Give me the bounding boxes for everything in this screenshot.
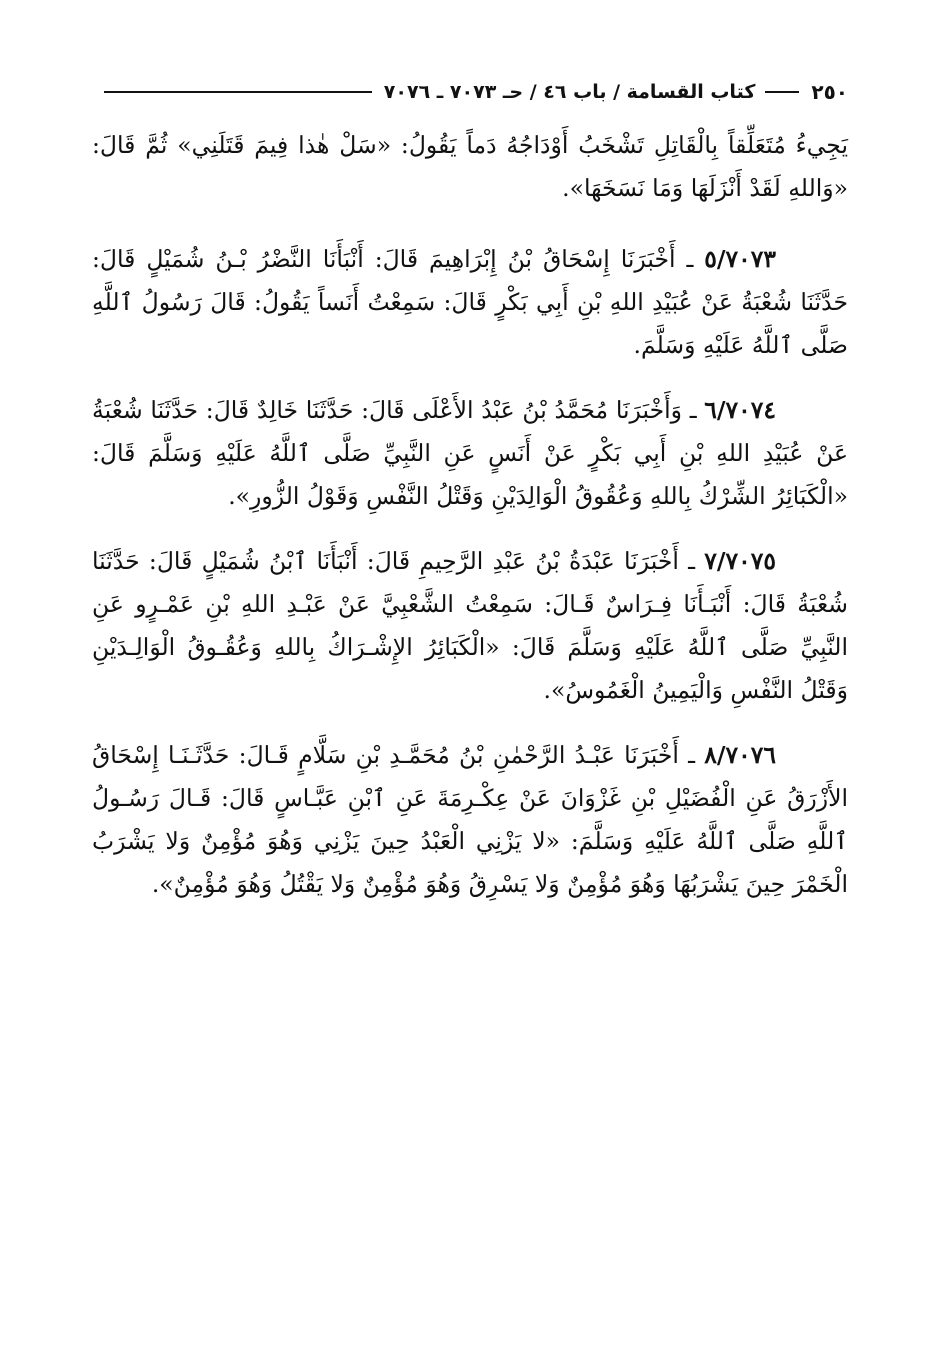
page-number: ٢٥٠ xyxy=(811,80,848,104)
hadith-number: ٧/٧٠٧٥ xyxy=(704,547,776,575)
continuation-paragraph xyxy=(92,124,848,210)
paragraph-text: ـ أَخْبَرَنَا إِسْحَاقُ بْنُ إِبْرَاهِيمَ قَالَ: أَنْبَأَنَا النَّضْرُ بْـنُ شُمَيْلٍ قَالَ: حَدَّثَنَا شُعْبَةُ عَنْ عُبَيْدِ اللهِ بْنِ أَبِي بَكْرٍ قَالَ: سَمِعْتُ أَنَساً يَقُولُ: قَالَ رَسُولُ ٱللَّهِ صَلَّى ٱللَّهُ عَلَيْهِ وَسَلَّمَ. xyxy=(92,245,848,359)
hadith-number: ٦/٧٠٧٤ xyxy=(704,396,776,424)
header-rule xyxy=(765,91,799,93)
paragraph-text: ـ أَخْبَرَنَا عَبْـدُ الرَّحْمٰنِ بْنُ مُحَمَّـدِ بْنِ سَلَّامٍ قَـالَ: حَدَّثَـنَـا إِسْحَاقُ الأَزْرَقُ عَنِ الْفُضَيْلِ بْنِ غَزْوَانَ عَنْ عِكْـرِمَةَ عَنِ ٱبْنِ عَبَّـاسٍ قَالَ: قَـالَ رَسُـولُ ٱللَّهِ صَلَّى ٱللَّهُ عَلَيْهِ وَسَلَّمَ: «لا يَزْنِي الْعَبْدُ حِينَ يَزْنِي وَهُوَ مُؤْمِنٌ وَلا يَشْرَبُ الْخَمْرَ حِينَ يَشْرَبُهَا وَهُوَ مُؤْمِنٌ وَلا يَسْرِقُ وَهُوَ مُؤْمِنٌ وَلا يَقْتُلُ وَهُوَ مُؤْمِنٌ». xyxy=(92,741,848,898)
hadith-number: ٥/٧٠٧٣ xyxy=(704,245,776,273)
header-title: كتاب القسامة / باب ٤٦ / حـ ٧٠٧٣ ـ ٧٠٧٦ xyxy=(383,81,756,103)
body-text xyxy=(92,124,848,906)
running-header xyxy=(92,72,848,112)
hadith-paragraph-7076 xyxy=(92,734,848,906)
hadith-paragraph-7074 xyxy=(92,389,848,518)
hadith-paragraph-7075 xyxy=(92,540,848,712)
hadith-number: ٨/٧٠٧٦ xyxy=(704,741,776,769)
paragraph-text: ـ أَخْبَرَنَا عَبْدَةُ بْنُ عَبْدِ الرَّحِيمِ قَالَ: أَنْبَأَنَا ٱبْنُ شُمَيْلٍ قَالَ: حَدَّثَنَا شُعْبَةُ قَالَ: أَنْبَـأَنَا فِـرَاسٌ قَـالَ: سَمِعْتُ الشَّعْبِيَّ عَنْ عَبْـدِ اللهِ بْنِ عَمْـرٍو عَنِ النَّبِيِّ صَلَّى ٱللَّهُ عَلَيْهِ وَسَلَّمَ قَالَ: «الْكَبَائِرُ الإِشْـرَاكُ بِاللهِ وَعُقُـوقُ الْوَالِـدَيْنِ وَقَتْلُ النَّفْسِ وَالْيَمِينُ الْغَمُوسُ». xyxy=(92,547,848,704)
header-rule-long xyxy=(104,91,372,93)
hadith-paragraph-7073 xyxy=(92,238,848,367)
paragraph-text: ـ وَأَخْبَرَنَا مُحَمَّدُ بْنُ عَبْدُ الأَعْلَى قَالَ: حَدَّثَنَا خَالِدٌ قَالَ: حَدَّثَنَا شُعْبَةُ عَنْ عُبَيْدِ اللهِ بْنِ أَبِي بَكْرٍ عَنْ أَنَسٍ عَنِ النَّبِيِّ صَلَّى ٱللَّهُ عَلَيْهِ وَسَلَّمَ قَالَ: «الْكَبَائِرُ الشِّرْكُ بِاللهِ وَعُقُوقُ الْوَالِدَيْنِ وَقَتْلُ النَّفْسِ وَقَوْلُ الزُّورِ». xyxy=(92,396,848,510)
paragraph-text: يَجِيءُ مُتَعَلِّقاً بِالْقَاتِلِ تَشْخَبُ أَوْدَاجُهُ دَماً يَقُولُ: «سَلْ هٰذا فِيمَ قَتَلَنِي» ثُمَّ قَالَ: «وَاللهِ لَقَدْ أَنْزَلَهَا وَمَا نَسَخَهَا». xyxy=(92,131,848,202)
